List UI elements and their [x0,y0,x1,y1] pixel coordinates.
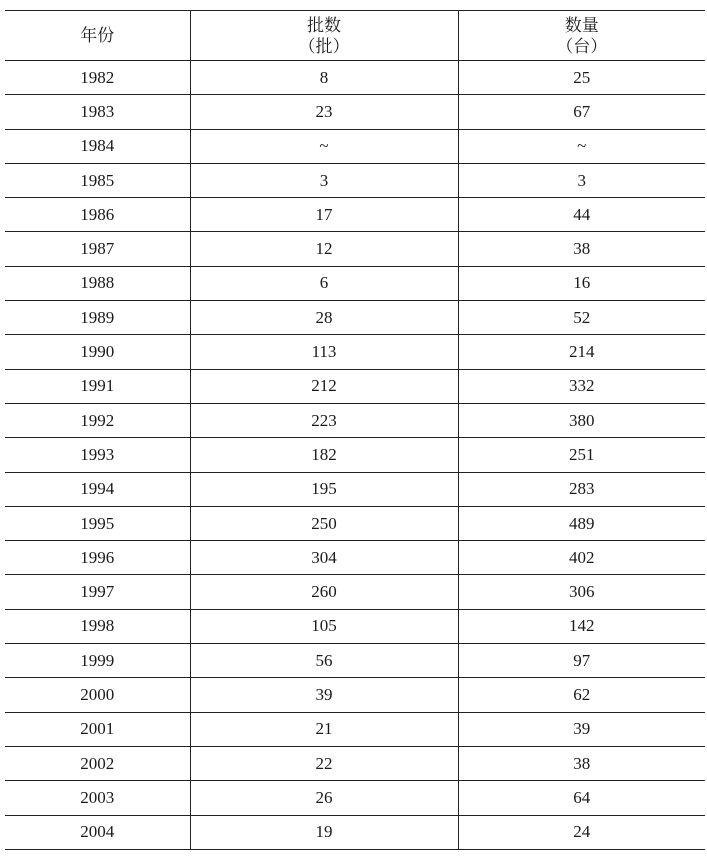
header-batches-unit: （批） [298,36,350,56]
table-row [5,575,705,609]
header-row [5,11,705,61]
cell-batches: 223 [190,403,458,437]
table-row [5,335,705,369]
table-row [5,232,705,266]
cell-batches: 6 [190,266,458,300]
table-row [5,198,705,232]
cell-quantity: 67 [458,95,705,129]
cell-year: 1982 [5,61,190,95]
cell-year: 1986 [5,198,190,232]
cell-year: 2000 [5,678,190,712]
cell-batches: 212 [190,369,458,403]
cell-quantity: 44 [458,198,705,232]
cell-batches: 26 [190,781,458,815]
cell-year: 1991 [5,369,190,403]
cell-batches: ~ [190,129,458,163]
cell-year: 2004 [5,815,190,849]
table-header [5,11,705,61]
table-row [5,506,705,540]
cell-batches: 28 [190,301,458,335]
cell-year: 1998 [5,609,190,643]
cell-year: 1988 [5,266,190,300]
cell-year: 2001 [5,712,190,746]
cell-quantity: 24 [458,815,705,849]
cell-year: 1999 [5,644,190,678]
cell-quantity: 3 [458,163,705,197]
cell-quantity: 402 [458,541,705,575]
table-row [5,609,705,643]
cell-quantity: 38 [458,746,705,780]
cell-batches: 8 [190,61,458,95]
cell-year: 1995 [5,506,190,540]
cell-batches: 23 [190,95,458,129]
table-row [5,61,705,95]
cell-year: 1993 [5,438,190,472]
cell-batches: 113 [190,335,458,369]
header-year [5,11,190,61]
table-row [5,163,705,197]
cell-batches: 22 [190,746,458,780]
table-row [5,644,705,678]
header-quantity [458,11,705,61]
table-body [5,61,705,850]
cell-year: 2003 [5,781,190,815]
cell-year: 1990 [5,335,190,369]
cell-batches: 195 [190,472,458,506]
cell-batches: 304 [190,541,458,575]
cell-year: 1996 [5,541,190,575]
cell-quantity: 142 [458,609,705,643]
cell-batches: 182 [190,438,458,472]
header-batches [190,11,458,61]
cell-quantity: 38 [458,232,705,266]
cell-quantity: 16 [458,266,705,300]
cell-year: 1992 [5,403,190,437]
cell-batches: 250 [190,506,458,540]
cell-quantity: 97 [458,644,705,678]
cell-batches: 56 [190,644,458,678]
table-row [5,403,705,437]
table-row [5,678,705,712]
cell-batches: 12 [190,232,458,266]
cell-quantity: 283 [458,472,705,506]
cell-year: 2002 [5,746,190,780]
table-row [5,815,705,849]
cell-quantity: 62 [458,678,705,712]
table-row [5,95,705,129]
cell-batches: 21 [190,712,458,746]
table-row [5,301,705,335]
cell-year: 1987 [5,232,190,266]
header-year-label: 年份 [80,26,115,45]
cell-quantity: 489 [458,506,705,540]
cell-year: 1985 [5,163,190,197]
table-row [5,369,705,403]
header-quantity-label: 数量 [564,15,599,35]
data-table [5,10,705,850]
cell-year: 1989 [5,301,190,335]
cell-batches: 17 [190,198,458,232]
cell-batches: 3 [190,163,458,197]
cell-year: 1984 [5,129,190,163]
cell-quantity: 214 [458,335,705,369]
table-row [5,438,705,472]
table-row [5,472,705,506]
cell-quantity: 306 [458,575,705,609]
cell-quantity: 25 [458,61,705,95]
table-row [5,266,705,300]
table-row [5,541,705,575]
header-quantity-unit: （台） [556,36,608,56]
cell-quantity: 39 [458,712,705,746]
cell-year: 1983 [5,95,190,129]
cell-batches: 39 [190,678,458,712]
cell-quantity: 332 [458,369,705,403]
table-row [5,781,705,815]
cell-batches: 105 [190,609,458,643]
cell-batches: 19 [190,815,458,849]
cell-quantity: ~ [458,129,705,163]
table-row [5,129,705,163]
cell-quantity: 64 [458,781,705,815]
header-batches-label: 批数 [307,15,341,35]
cell-batches: 260 [190,575,458,609]
table-row [5,712,705,746]
table-row [5,746,705,780]
cell-year: 1994 [5,472,190,506]
cell-year: 1997 [5,575,190,609]
cell-quantity: 380 [458,403,705,437]
cell-quantity: 52 [458,301,705,335]
cell-quantity: 251 [458,438,705,472]
